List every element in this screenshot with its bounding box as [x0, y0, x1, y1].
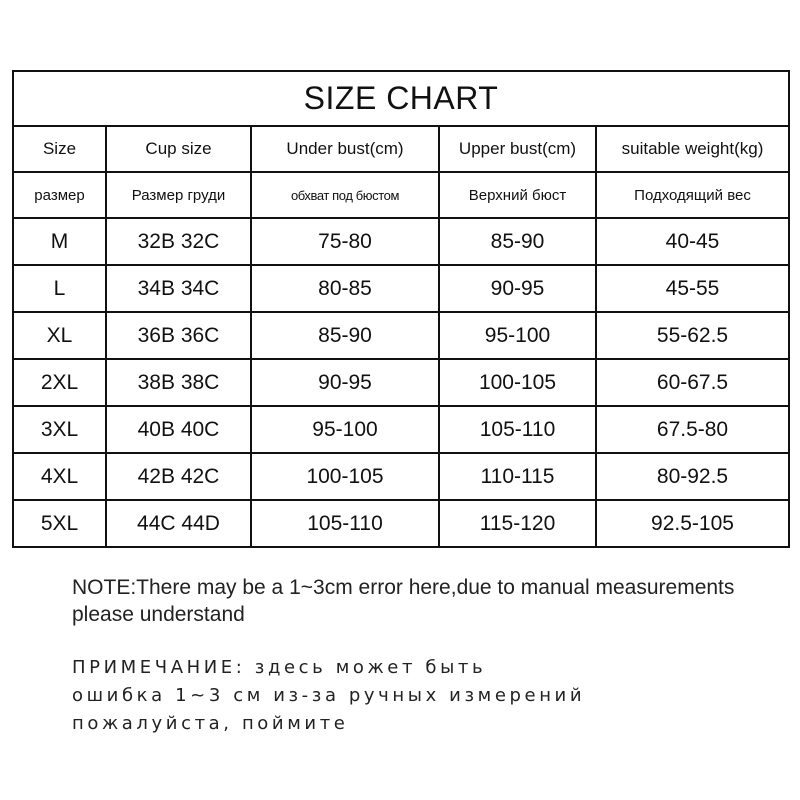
cell-under-bust: 75-80: [251, 218, 439, 265]
header-weight-ru: Подходящий вес: [596, 172, 789, 218]
cell-cup: 42B 42C: [106, 453, 251, 500]
table-row: [13, 359, 789, 406]
note-russian: [72, 654, 782, 738]
note-english: NOTE:There may be a 1~3cm error here,due to manual measurements please understand: [72, 576, 735, 626]
cell-weight: 92.5-105: [596, 500, 789, 547]
cell-weight: 40-45: [596, 218, 789, 265]
header-under-bust: Under bust(cm): [251, 126, 439, 172]
header-under-bust-ru: обхват под бюстом: [251, 172, 439, 218]
cell-upper-bust: 85-90: [439, 218, 596, 265]
cell-upper-bust: 110-115: [439, 453, 596, 500]
cell-size: 5XL: [13, 500, 106, 547]
header-size: Size: [13, 126, 106, 172]
cell-under-bust: 100-105: [251, 453, 439, 500]
cell-size: 4XL: [13, 453, 106, 500]
table-row: [13, 500, 789, 547]
cell-under-bust: 105-110: [251, 500, 439, 547]
cell-weight: 67.5-80: [596, 406, 789, 453]
cell-weight: 80-92.5: [596, 453, 789, 500]
cell-upper-bust: 100-105: [439, 359, 596, 406]
header-cup-size-ru: Размер груди: [106, 172, 251, 218]
header-weight: suitable weight(kg): [596, 126, 789, 172]
cell-cup: 34B 34C: [106, 265, 251, 312]
header-upper-bust: Upper bust(cm): [439, 126, 596, 172]
cell-size: 3XL: [13, 406, 106, 453]
note-russian-line: пожалуйста, поймите: [72, 713, 349, 734]
cell-upper-bust: 95-100: [439, 312, 596, 359]
table-row: [13, 453, 789, 500]
cell-cup: 44C 44D: [106, 500, 251, 547]
note-russian-line: ПРИМЕЧАНИЕ: здесь может быть: [72, 657, 487, 678]
cell-under-bust: 90-95: [251, 359, 439, 406]
cell-cup: 40B 40C: [106, 406, 251, 453]
cell-size: 2XL: [13, 359, 106, 406]
notes-section: [72, 574, 782, 738]
size-chart-table: [12, 70, 790, 548]
title-row: [13, 71, 789, 126]
table-row: [13, 265, 789, 312]
cell-size: M: [13, 218, 106, 265]
cell-weight: 55-62.5: [596, 312, 789, 359]
table-row: [13, 312, 789, 359]
cell-size: L: [13, 265, 106, 312]
header-row: [13, 126, 789, 172]
cell-cup: 32B 32C: [106, 218, 251, 265]
cell-weight: 45-55: [596, 265, 789, 312]
header-row-russian: [13, 172, 789, 218]
cell-under-bust: 80-85: [251, 265, 439, 312]
header-cup-size: Cup size: [106, 126, 251, 172]
cell-upper-bust: 115-120: [439, 500, 596, 547]
cell-upper-bust: 90-95: [439, 265, 596, 312]
cell-weight: 60-67.5: [596, 359, 789, 406]
cell-cup: 38B 38C: [106, 359, 251, 406]
chart-title: SIZE CHART: [13, 71, 789, 126]
note-russian-line: ошибка 1~3 см из-за ручных измерений: [72, 685, 586, 706]
cell-size: XL: [13, 312, 106, 359]
cell-under-bust: 85-90: [251, 312, 439, 359]
table-row: [13, 406, 789, 453]
cell-under-bust: 95-100: [251, 406, 439, 453]
header-size-ru: размер: [13, 172, 106, 218]
header-upper-bust-ru: Верхний бюст: [439, 172, 596, 218]
table-row: [13, 218, 789, 265]
cell-upper-bust: 105-110: [439, 406, 596, 453]
cell-cup: 36B 36C: [106, 312, 251, 359]
